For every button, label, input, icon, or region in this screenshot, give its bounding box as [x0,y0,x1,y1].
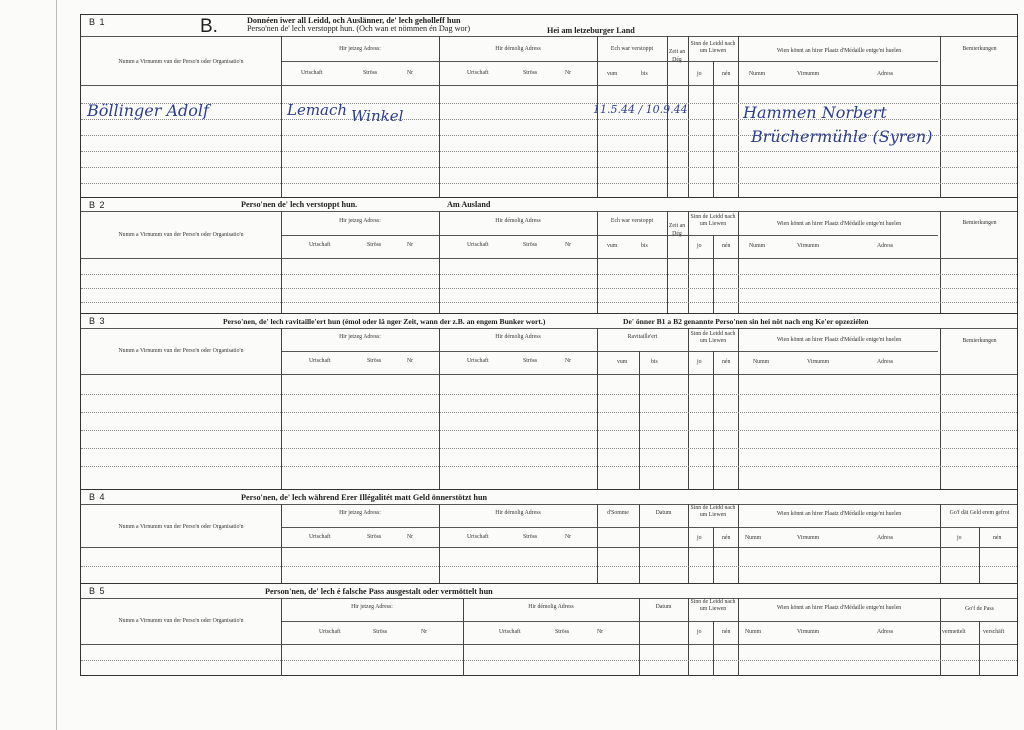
col-medal: Wien könnt an hirer Plaatz d'Médaille entge'nt huelen [776,221,902,227]
col-divider [940,598,941,676]
col-divider [639,504,640,584]
row-line [81,412,1017,413]
sub-yes: jo [697,535,702,541]
col-divider [979,527,980,584]
section-b5 [81,583,1017,676]
section-title: Person'nen, de' lech é falsche Pass ausgestalt oder vermöttelt hun [265,587,493,596]
intro-line-2: Perso'nen de' lech verstoppt hun. (Och wan et nömmen én Dag wor) [247,24,471,33]
section-code: B 4 [89,492,106,502]
sub-place-2: Urtschaft [467,242,489,248]
col-divider [667,36,668,197]
sub-header-rule [281,235,938,236]
sub-street: Ströss [367,358,382,364]
col-pass: Go'f de Pass [965,606,994,612]
intro-line-3: Hei am letzeburger Land [547,26,635,35]
sub-place: Urtschaft [309,358,331,364]
col-former-address: Hir démolig Adress [528,604,574,610]
col-time: Zeit an Dég [668,223,686,237]
entry-place: Lemach [287,101,348,119]
sub-address: Adress [877,359,894,365]
row-line [81,302,1017,303]
col-name: Numm a Virnumm vun der Perso'n oder Organisatio'n [118,232,244,238]
sub-nr: Nr [407,70,414,76]
row-line [81,566,1017,567]
sub-nr-2: Nr [565,534,572,540]
sub-no: nén [722,535,731,541]
sub-from: vum [607,71,618,77]
col-suffering: Sinn de Leidd nach um Liewen [690,331,736,344]
sub-place: Urtschaft [301,70,323,76]
col-name: Numm a Virnumm vun der Perso'n oder Organisatio'n [118,524,244,530]
col-former-address: Hir démolig Adress [495,46,541,52]
sub-name: Numm [749,243,766,249]
intro-line-1: Donnéen iwer all Leidd, och Auslänner, de' lech geholleff hun [247,16,461,25]
header-bottom-rule [81,644,1017,645]
col-remarks: Bemierkungen [962,46,997,52]
col-divider [639,598,640,676]
sub-address: Adress [877,243,894,249]
row-line [81,274,1017,275]
sub-yes: jo [697,359,702,365]
sub-nr: Nr [407,242,414,248]
col-divider [940,36,941,197]
row-line [81,167,1017,168]
section-code: B 1 [89,17,106,27]
sub-name: Numm [753,359,770,365]
sub-street-2: Ströss [523,358,538,364]
col-divider [940,211,941,314]
form-sheet [80,14,1018,676]
col-divider [940,504,941,584]
sub-street: Ströss [373,629,388,635]
col-former-address: Hir démolig Adress [495,334,541,340]
header-bottom-rule [81,85,1017,86]
col-medal: Wien könnt an hirer Plaatz d'Médaille entge'nt huelen [776,605,902,611]
col-former-address: Hir démolig Adress [495,218,541,224]
col-divider [597,36,598,197]
section-code: B 5 [89,586,106,596]
sub-name: Numm [745,535,762,541]
col-divider [688,211,689,314]
sub-place-2: Urtschaft [467,358,489,364]
col-suffering: Sinn de Leidd nach um Liewen [690,599,736,612]
sub-place-2: Urtschaft [499,629,521,635]
col-former-address: Hir démolig Adress [495,510,541,516]
col-medal: Wien könnt an hirer Plaatz d'Médaille entge'nt huelen [776,48,902,54]
col-divider [667,211,668,314]
col-current-address: Hir jetzeg Adress: [351,604,393,610]
sub-street-2: Ströss [523,70,538,76]
sub-address: Adress [877,71,894,77]
row-line [81,288,1017,289]
col-remarks: Bemierkungen [962,338,997,344]
sub-header-rule [281,621,1017,622]
sub-firstname: Virnumm [797,629,820,635]
col-medal: Wien könnt an hirer Plaatz d'Médaille entge'nt huelen [776,511,902,517]
col-suffering: Sinn de Leidd nach um Liewen [690,41,736,54]
sub-name: Numm [749,71,766,77]
sub-street: Ströss [363,70,378,76]
row-line [81,448,1017,449]
row-line [81,183,1017,184]
col-divider [597,211,598,314]
form-letter: B. [200,16,218,37]
col-divider [639,351,640,490]
sub-nr: Nr [407,534,414,540]
col-divider [439,36,440,197]
col-divider [688,504,689,584]
sub-to: bis [641,71,648,77]
sub-from: vum [607,243,618,249]
sub-nr: Nr [407,358,414,364]
sub-name: Numm [745,629,762,635]
section-code: B 3 [89,316,106,326]
entry-name: Böllinger Adolf [87,101,209,120]
sub-firstname: Virnumm [807,359,830,365]
sub-from: vum [617,359,628,365]
sub-place: Urtschaft [309,242,331,248]
sub-place-2: Urtschaft [467,70,489,76]
col-hidden: Ech war verstoppt [610,46,654,52]
header-bottom-rule [81,547,1017,548]
col-hidden: Ech war verstoppt [610,218,654,224]
col-sum: d'Somme [607,510,629,516]
col-suffering: Sinn de Leidd nach um Liewen [690,505,736,518]
col-divider [713,621,714,676]
sub-firstname: Virnumm [797,243,820,249]
sub-no: nén [722,629,731,635]
col-date: Datum [655,510,672,516]
col-divider [439,211,440,314]
sub-place: Urtschaft [319,629,341,635]
entry-contact-name: Hammen Norbert [743,103,887,122]
col-name: Numm a Virnumm vun der Perso'n oder Organisatio'n [118,348,244,354]
sub-street-2: Ströss [523,534,538,540]
sub-yes: jo [697,629,702,635]
col-current-address: Hir jetzeg Adress: [339,218,381,224]
col-divider [738,211,739,314]
sub-street-2: Ströss [555,629,570,635]
col-divider [713,61,714,197]
row-line [81,430,1017,431]
col-current-address: Hir jetzeg Adress: [339,46,381,52]
col-divider [463,598,464,676]
sub-no: nén [722,243,731,249]
col-divider [738,36,739,197]
sub-no: nén [722,359,731,365]
col-divider [713,527,714,584]
sub-address: Adress [877,535,894,541]
section-b1 [81,15,1017,197]
section-title-note: De' önner B1 a B2 genannte Perso'nen sin hei nöt nach eng Ke'er opzeziélen [623,317,869,326]
col-divider [979,621,980,676]
section-title: Perso'nen, de' lech während Erer Illégalitét matt Geld önnerstötzt hun [241,493,488,502]
section-title-location: Am Ausland [447,200,491,209]
row-line [81,466,1017,467]
sub-header-rule [281,527,1017,528]
sub-header-rule [281,351,938,352]
col-suffering: Sinn de Leidd nach um Liewen [690,214,736,227]
col-divider [713,351,714,490]
col-current-address: Hir jetzeg Adress: [339,510,381,516]
section-title: Perso'nen de' lech verstoppt hun. [241,200,358,209]
col-divider [597,504,598,584]
sub-no-money: nén [993,535,1002,541]
col-divider [281,36,282,197]
sub-street: Ströss [367,242,382,248]
col-divider [688,36,689,197]
col-supplied: Ravitaille'ert [627,334,658,340]
col-name: Numm a Virnumm vun der Perso'n oder Organisatio'n [118,618,244,624]
col-current-address: Hir jetzeg Adress: [339,334,381,340]
sub-nr-2: Nr [565,70,572,76]
row-line [81,394,1017,395]
sub-yes: jo [697,71,702,77]
header-top-rule [81,36,1017,37]
sub-header-rule [281,61,938,62]
entry-contact-address: Brüchermühle (Syren) [751,127,933,146]
sub-to: bis [651,359,658,365]
sub-address: Adress [877,629,894,635]
col-medal: Wien könnt an hirer Plaatz d'Médaille entge'nt huelen [776,337,902,343]
sub-made: verschäft [983,629,1005,635]
section-title: Perso'nen, de' lech ravitaille'ert hun (émol oder lä nger Zeit, wann der z.B. an engem Bunker wort.) [223,317,546,326]
col-divider [281,211,282,314]
sub-nr-2: Nr [597,629,604,635]
header-top-rule [81,328,1017,329]
sub-to: bis [641,243,648,249]
sub-firstname: Virnumm [797,71,820,77]
section-b3 [81,313,1017,490]
sub-issued: vermettelt [942,629,966,635]
header-bottom-rule [81,374,1017,375]
col-remarks: Bemierkungen [962,220,997,226]
col-divider [439,504,440,584]
entry-dates: 11.5.44 / 10.9.44 [593,103,688,116]
col-divider [738,504,739,584]
sub-yes: jo [697,243,702,249]
sub-street: Ströss [367,534,382,540]
section-code: B 2 [89,200,106,210]
col-time: Zeit an Dég [668,49,686,63]
sub-nr-2: Nr [565,242,572,248]
sub-street-2: Ströss [523,242,538,248]
col-divider [281,598,282,676]
header-top-rule [81,211,1017,212]
col-name: Numm a Virnumm vun der Perso'n oder Organisatio'n [118,59,244,65]
entry-street: Winkel [351,107,404,125]
sub-nr: Nr [421,629,428,635]
col-divider [688,598,689,676]
sub-firstname: Virnumm [797,535,820,541]
sub-no: nén [722,71,731,77]
section-b2 [81,197,1017,314]
col-divider [738,598,739,676]
sub-place: Urtschaft [309,534,331,540]
page-fold-line [56,0,57,730]
sub-yes-money: jo [957,535,962,541]
header-top-rule [81,504,1017,505]
sub-place-2: Urtschaft [467,534,489,540]
col-date: Datum [655,604,672,610]
col-money-back: Go'f dät Geld erem gefrot [949,510,1010,516]
col-divider [281,504,282,584]
sub-nr-2: Nr [565,358,572,364]
row-line [81,151,1017,152]
header-bottom-rule [81,258,1017,259]
section-b4 [81,489,1017,584]
header-top-rule [81,598,1017,599]
row-line [81,660,1017,661]
